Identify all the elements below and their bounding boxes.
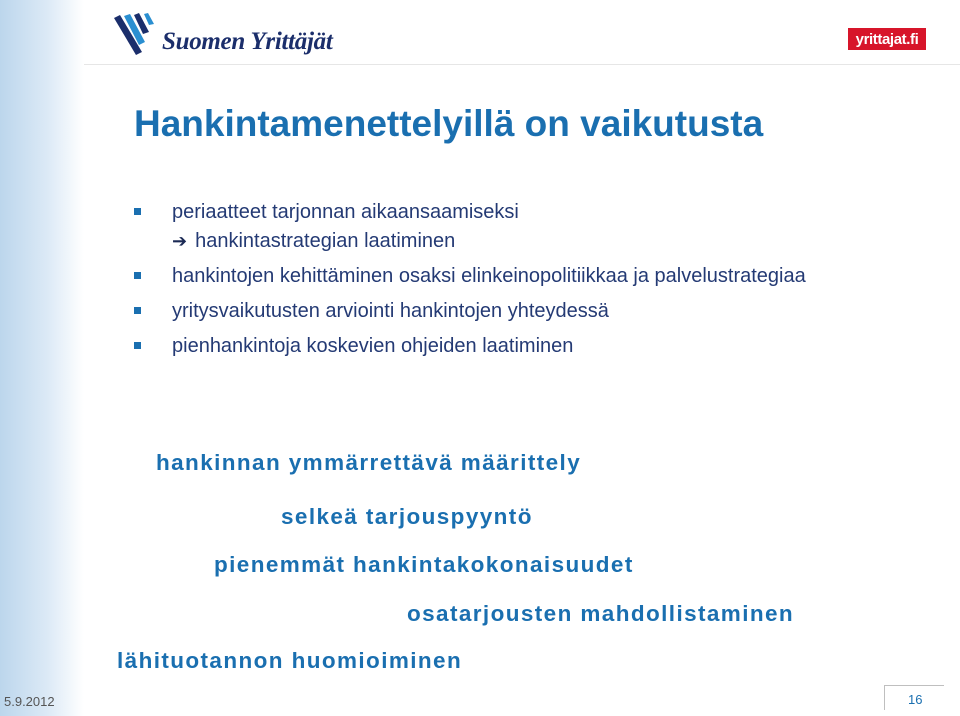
phrase-tender-request: selkeä tarjouspyyntö [281, 504, 533, 529]
phrase-local-production: lähituotannon huomioiminen [117, 648, 463, 673]
phrase-definition: hankinnan ymmärrettävä määrittely [156, 450, 582, 475]
yrittajat-fi-badge: yrittajat.fi [848, 28, 926, 50]
square-bullet-icon [134, 208, 141, 215]
bullet-subtext: hankintastrategian laatiminen [195, 230, 456, 252]
header-divider [84, 64, 960, 65]
slide-title: Hankintamenettelyillä on vaikutusta [134, 103, 764, 144]
phrase-smaller-lots: pienemmät hankintakokonaisuudet [214, 552, 634, 577]
footer-divider-vertical [884, 685, 885, 710]
square-bullet-icon [134, 342, 141, 349]
phrase-partial-bids: osatarjousten mahdollistaminen [407, 601, 795, 626]
square-bullet-icon [134, 272, 141, 279]
footer-divider [884, 685, 944, 686]
slide-date: 5.9.2012 [4, 694, 55, 709]
left-gradient-strip [0, 0, 84, 716]
bullet-text: yritysvaikutusten arviointi hankintojen yhteydessä [172, 300, 609, 322]
bullet-text: pienhankintoja koskevien ohjeiden laatiminen [172, 335, 574, 357]
arrow-right-icon: ➔ [172, 231, 188, 251]
logo-text: Suomen Yrittäjät [162, 28, 333, 55]
bullet-text: periaatteet tarjonnan aikaansaamiseksi [172, 201, 519, 223]
bullet-item [134, 198, 834, 256]
bullet-list [134, 198, 834, 361]
bullet-item [134, 332, 834, 361]
bullet-item [134, 297, 834, 326]
page-number: 16 [908, 692, 923, 707]
logo-mark-icon [112, 12, 158, 56]
suomen-yrittajat-logo [112, 12, 332, 56]
square-bullet-icon [134, 307, 141, 314]
bullet-item [134, 262, 834, 291]
bullet-text: hankintojen kehittäminen osaksi elinkeinopolitiikkaa ja palvelustrategiaa [172, 265, 806, 287]
